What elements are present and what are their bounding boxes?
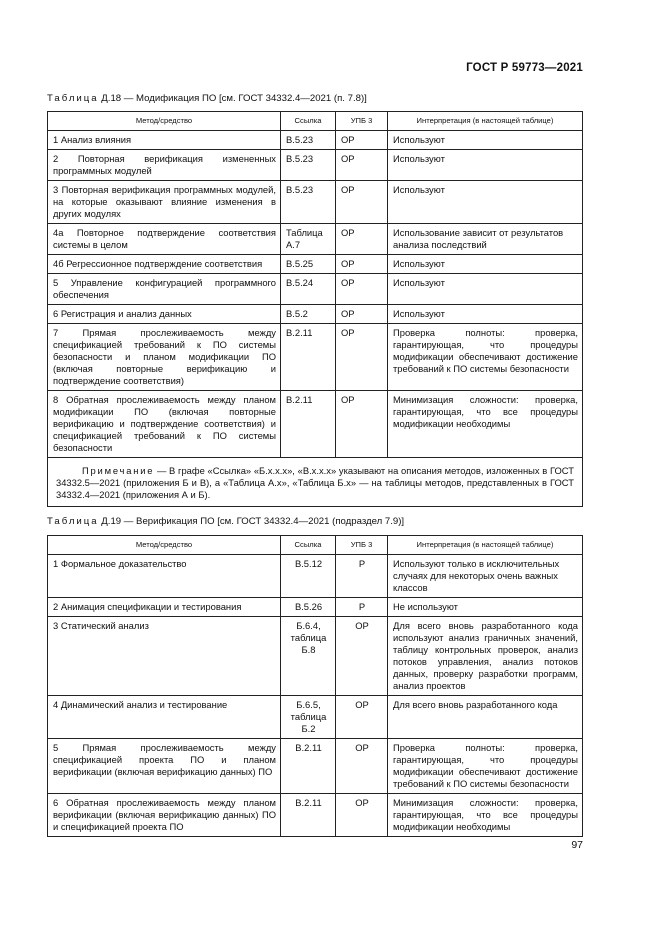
note-label: Примечание [82, 465, 155, 476]
cell-method: 5 Управление конфигурацией программного обеспечения [48, 274, 281, 305]
cell-sil: OP [336, 617, 388, 696]
table-row [48, 391, 583, 458]
col-header-method: Метод/средство [48, 112, 281, 131]
table-d18 [47, 111, 583, 507]
col-header-sil: УПБ 3 [336, 536, 388, 555]
table-row [48, 598, 583, 617]
cell-ref: Таблица А.7 [281, 224, 336, 255]
cell-interpretation: Используют только в исключительных случаях для некоторых очень важных классов [388, 555, 583, 598]
cell-method: 2 Повторная верификация измененных программных модулей [48, 150, 281, 181]
cell-interpretation: Используют [388, 131, 583, 150]
table-row [48, 305, 583, 324]
cell-interpretation: Используют [388, 255, 583, 274]
cell-interpretation: Минимизация сложности: проверка, гарантирующая, что все процедуры модификации необходимы [388, 391, 583, 458]
table-header-row [48, 112, 583, 131]
cell-ref: B.5.23 [281, 181, 336, 224]
table-row [48, 131, 583, 150]
page-number: 97 [571, 839, 583, 851]
cell-method: 4 Динамический анализ и тестирование [48, 696, 281, 739]
cell-ref: B.5.12 [281, 555, 336, 598]
cell-ref: B.5.2 [281, 305, 336, 324]
table-row [48, 324, 583, 391]
table-note-row [48, 458, 583, 507]
caption-prefix: Таблица [47, 93, 99, 104]
cell-ref: B.5.23 [281, 150, 336, 181]
cell-method: 3 Статический анализ [48, 617, 281, 696]
caption-text: Д.18 — Модификация ПО [см. ГОСТ 34332.4—2021 (п. 7.8)] [101, 93, 367, 104]
cell-interpretation: Используют [388, 305, 583, 324]
cell-sil: OP [336, 305, 388, 324]
caption-text: Д.19 — Верификация ПО [см. ГОСТ 34332.4—2021 (подраздел 7.9)] [101, 516, 405, 527]
table-row [48, 555, 583, 598]
cell-ref: B.5.26 [281, 598, 336, 617]
cell-sil: OP [336, 324, 388, 391]
cell-sil: OP [336, 739, 388, 794]
cell-method: 1 Анализ влияния [48, 131, 281, 150]
cell-sil: OP [336, 794, 388, 837]
cell-method: 5 Прямая прослеживаемость между спецификацией проекта ПО и планом верификации (включая верификацию данных) ПО [48, 739, 281, 794]
cell-interpretation: Проверка полноты: проверка, гарантирующая, что процедуры модификации обеспечивают достижение требований к ПО системы безопасности [388, 739, 583, 794]
cell-sil: OP [336, 131, 388, 150]
col-header-interpretation: Интерпретация (в настоящей таблице) [388, 112, 583, 131]
cell-ref: B.5.25 [281, 255, 336, 274]
table-row [48, 255, 583, 274]
col-header-ref: Ссылка [281, 112, 336, 131]
cell-sil: OP [336, 274, 388, 305]
cell-method: 6 Обратная прослеживаемость между планом верификации (включая верификацию данных) ПО и спецификацией проекта ПО [48, 794, 281, 837]
cell-interpretation: Для всего вновь разработанного кода используют анализ граничных значений, таблицу контрольных проверок, анализ потоков управления, анализ потоков данных, проверку разработки программ, анализ проектов [388, 617, 583, 696]
cell-method: 6 Регистрация и анализ данных [48, 305, 281, 324]
table-row [48, 274, 583, 305]
table-row [48, 739, 583, 794]
col-header-sil: УПБ 3 [336, 112, 388, 131]
cell-ref: B.2.11 [281, 794, 336, 837]
cell-method: 1 Формальное доказательство [48, 555, 281, 598]
cell-interpretation: Для всего вновь разработанного кода [388, 696, 583, 739]
cell-interpretation: Используют [388, 150, 583, 181]
cell-sil: OP [336, 150, 388, 181]
document-code: ГОСТ Р 59773—2021 [466, 62, 583, 74]
cell-sil: OP [336, 255, 388, 274]
table-d19-caption [47, 516, 404, 527]
cell-interpretation: Проверка полноты: проверка, гарантирующая, что процедуры модификации обеспечивают достижение требований к ПО системы безопасности [388, 324, 583, 391]
cell-method: 2 Анимация спецификации и тестирования [48, 598, 281, 617]
cell-ref: B.2.11 [281, 324, 336, 391]
cell-ref: Б.6.5, таблица Б.2 [281, 696, 336, 739]
table-note [48, 458, 583, 507]
cell-sil: OP [336, 181, 388, 224]
cell-method: 8 Обратная прослеживаемость между планом модификации ПО (включая повторные верификацию и подтверждение соответствия) и спецификацией требований к ПО системы безопасности [48, 391, 281, 458]
col-header-ref: Ссылка [281, 536, 336, 555]
caption-prefix: Таблица [47, 516, 99, 527]
cell-interpretation: Используют [388, 181, 583, 224]
cell-ref: B.2.11 [281, 391, 336, 458]
cell-method: 4б Регрессионное подтверждение соответствия [48, 255, 281, 274]
cell-interpretation: Минимизация сложности: проверка, гарантирующая, что все процедуры модификации необходимы [388, 794, 583, 837]
cell-ref: B.2.11 [281, 739, 336, 794]
table-row [48, 696, 583, 739]
table-d19 [47, 535, 583, 837]
cell-method: 7 Прямая прослеживаемость между спецификацией требований к ПО системы безопасности и планом модификации ПО (включая повторные верификацию и подтверждение соответствия) [48, 324, 281, 391]
table-row [48, 150, 583, 181]
table-header-row [48, 536, 583, 555]
table-row [48, 617, 583, 696]
cell-ref: B.5.23 [281, 131, 336, 150]
cell-ref: Б.6.4, таблица Б.8 [281, 617, 336, 696]
cell-sil: P [336, 598, 388, 617]
table-row [48, 794, 583, 837]
table-row [48, 224, 583, 255]
cell-sil: OP [336, 224, 388, 255]
cell-method: 3 Повторная верификация программных модулей, на которые оказывают влияние изменения в других модулях [48, 181, 281, 224]
cell-ref: B.5.24 [281, 274, 336, 305]
cell-interpretation: Используют [388, 274, 583, 305]
col-header-interpretation: Интерпретация (в настоящей таблице) [388, 536, 583, 555]
cell-interpretation: Использование зависит от результатов анализа последствий [388, 224, 583, 255]
table-row [48, 181, 583, 224]
col-header-method: Метод/средство [48, 536, 281, 555]
note-text: — В графе «Ссылка» «Б.х.х.х», «В.х.х.х» указывают на описания методов, изложенных в ГОСТ 34332.5—2021 (приложения Б и В), а «Таблица А.х», «Таблица Б.х» — на таблицы методов, представленных в ГОСТ 34332.4—2021 (приложения А и Б). [56, 465, 574, 500]
cell-sil: OP [336, 391, 388, 458]
cell-sil: OP [336, 696, 388, 739]
cell-method: 4а Повторное подтверждение соответствия системы в целом [48, 224, 281, 255]
cell-interpretation: Не используют [388, 598, 583, 617]
table-d18-caption [47, 93, 367, 104]
cell-sil: P [336, 555, 388, 598]
